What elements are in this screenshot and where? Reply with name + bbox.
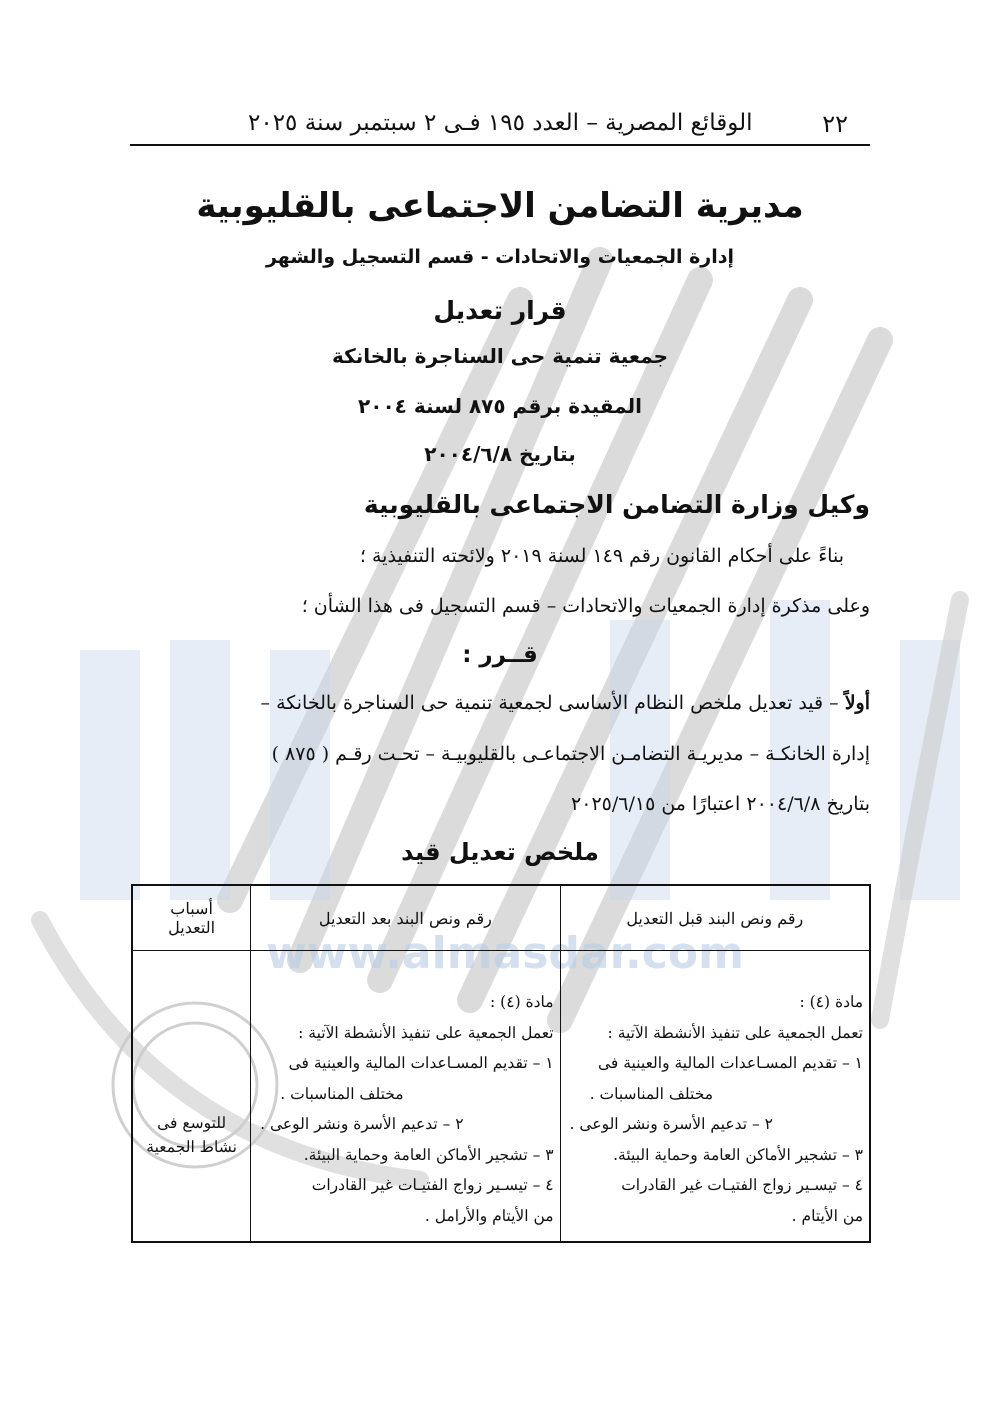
- before-item: ٣ – تشجير الأماكن العامة وحماية البيئة.: [613, 1145, 863, 1164]
- before-item: ٤ – تيسـير زواج الفتيـات غير القادرات: [621, 1176, 863, 1194]
- article-first-line-3: بتاريخ ٢٠٠٤/٦/٨ اعتبارًا من ٢٠٢٥/٦/١٥: [571, 793, 870, 815]
- after-item: من الأيتام والأرامل .: [424, 1206, 554, 1225]
- after-item: ٢ – تدعيم الأسرة ونشر الوعى .: [260, 1115, 464, 1133]
- registration-date: بتاريخ ٢٠٠٤/٦/٨: [424, 442, 576, 466]
- decided-heading: قــرر :: [462, 642, 538, 668]
- page-number: ٢٢: [822, 110, 848, 138]
- table-row: [132, 951, 870, 1243]
- article-first-line-1: [261, 692, 870, 714]
- preamble-line-2: وعلى مذكرة إدارة الجمعيات والاتحادات – قسم التسجيل فى هذا الشأن ؛: [301, 595, 870, 617]
- undersecretary-title: وكيل وزارة التضامن الاجتماعى بالقليوبية: [363, 490, 870, 519]
- page-header: [130, 110, 870, 146]
- before-item: من الأيتام .: [791, 1206, 863, 1225]
- before-item: مختلف المناسبات .: [589, 1084, 713, 1103]
- article-first-line-2: إدارة الخانكـة – مديريـة التضامـن الاجتماعـى بالقليوبيـة – تحـت رقـم ( ٨٧٥ ): [271, 743, 870, 765]
- cell-before: [560, 951, 870, 1243]
- after-item: ٤ – تيسـير زواج الفتيـات غير القادرات: [311, 1176, 554, 1194]
- article-first-text-1: – قيد تعديل ملخص النظام الأساسى لجمعية تنمية حى السناجرة بالخانكة –: [260, 692, 839, 714]
- article-first-label: أولاً: [844, 692, 870, 714]
- header-before: رقم ونص البند قبل التعديل: [560, 885, 870, 951]
- table-header-row: [132, 885, 870, 951]
- summary-title: ملخص تعديل قيد: [401, 838, 599, 866]
- after-item: ١ – تقديم المسـاعدات المالية والعينية فى: [288, 1054, 554, 1072]
- header-after: رقم ونص البند بعد التعديل: [251, 885, 560, 951]
- cell-after: [251, 951, 560, 1243]
- after-item: ٣ – تشجير الأماكن العامة وحماية البيئة.: [303, 1145, 554, 1164]
- cell-reason: للتوسع فى نشاط الجمعية: [132, 951, 251, 1243]
- association-name: جمعية تنمية حى السناجرة بالخانكة: [331, 344, 669, 368]
- preamble-line-1: بناءً على أحكام القانون رقم ١٤٩ لسنة ٢٠١٩ ولائحته التنفيذية ؛: [359, 545, 844, 567]
- before-item: ١ – تقديم المسـاعدات المالية والعينية فى: [597, 1054, 863, 1072]
- before-item: مادة (٤) :: [799, 993, 863, 1011]
- watermark-text: www.almasdar.com: [266, 928, 744, 979]
- amendment-table: [131, 884, 871, 1243]
- header-reason: أسباب التعديل: [132, 885, 251, 951]
- before-item: تعمل الجمعية على تنفيذ الأنشطة الآتية :: [607, 1023, 863, 1042]
- publication-title: الوقائع المصرية – العدد ١٩٥ فـى ٢ سبتمبر سنة ٢٠٢٥: [248, 110, 753, 136]
- decision-title: قرار تعديل: [433, 296, 567, 325]
- after-item: تعمل الجمعية على تنفيذ الأنشطة الآتية :: [298, 1023, 554, 1042]
- department-line: إدارة الجمعيات والاتحادات - قسم التسجيل والشهر: [265, 246, 735, 268]
- after-item: مختلف المناسبات .: [280, 1084, 404, 1103]
- before-item: ٢ – تدعيم الأسرة ونشر الوعى .: [569, 1115, 773, 1133]
- registration-number: المقيدة برقم ٨٧٥ لسنة ٢٠٠٤: [358, 394, 642, 418]
- after-item: مادة (٤) :: [490, 993, 554, 1011]
- directorate-title: مديرية التضامن الاجتماعى بالقليوبية: [196, 186, 804, 226]
